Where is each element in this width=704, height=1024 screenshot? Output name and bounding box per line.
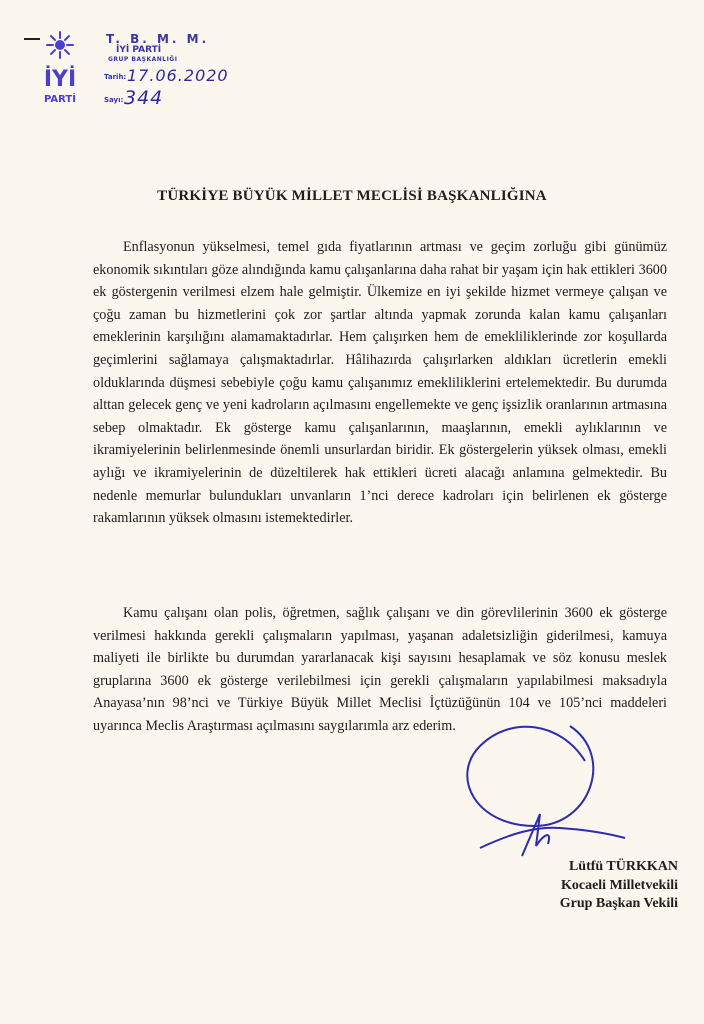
document-title: TÜRKİYE BÜYÜK MİLLET MECLİSİ BAŞKANLIĞINA <box>157 188 547 204</box>
party-logo <box>30 28 90 108</box>
date-value: 17.06.2020 <box>127 66 229 85</box>
paragraph-1: Enflasyonun yükselmesi, temel gıda fiyatlarının artması ve geçim zorluğu gibi günümüz ekonomik sıkıntıları göze alındığında kamu çalışanlarına daha rahat bir yaşam için hak ettikleri 3600 ek göstergenin verilmesi elzem hale gelmiştir. Ülkemize en iyi şekilde hizmet vermeye çalışan ve çoğu zaman bu hizmetlerini çok zor şartlar altında yapmak zorunda kalan kamu çalışanları emeklerinin karşılığını alamamaktadırlar. Hem çalışırken hem de emekliliklerinde zor koşullarda geçimlerini sağlamaya çalışmaktadırlar. Hâlihazırda çalışırlarken aldıkları ücretlerin emekli olduklarında düşmesi sebebiyle çoğu kamu çalışanımız emekliliklerini ertelemektedir. Bu durumda alttan gelecek genç ve yeni kadroların açılmasını engellemekte ve genç işsizlik oranlarının artmasına sebep olmaktadır. Ek gösterge kamu çalışanlarının, maaşlarının, emekli aylıklarının ve ikramiyelerinin belirlenmesinde önemli unsurlardan biridir. Ek göstergelerin yüksek olması, emekli aylığı ve ikramiyelerinin de düzeltilerek hak ettikleri ücreti alacağı anlamına gelmektedir. Bu nedenle memurlar bulundukları unvanların 1’nci derece kadroları için belirlenen ek gösterge rakamlarının yüksek olmasını istemektedirler. <box>93 239 667 527</box>
signatory-role: Grup Başkan Vekili <box>559 896 678 911</box>
stamp-title: T. B. M. M. <box>106 32 210 46</box>
date-label: Tarih: <box>104 73 127 81</box>
stamp-party: İYİ PARTİ <box>116 45 162 55</box>
svg-text:İYİ: İYİ <box>43 67 77 92</box>
svg-text:PARTİ: PARTİ <box>44 94 76 105</box>
stamp-group: GRUP BAŞKANLIĞI <box>108 56 178 63</box>
signature-block <box>560 858 678 914</box>
number-value: 344 <box>124 87 164 109</box>
number-label: Sayı: <box>104 96 124 104</box>
signatory-title: Kocaeli Milletvekili <box>560 877 678 893</box>
signature <box>440 706 630 866</box>
signatory-name: Lütfü TÜRKKAN <box>568 859 678 874</box>
paragraph-2: Kamu çalışanı olan polis, öğretmen, sağlık çalışanı ve din görevlilerinin 3600 ek gösterge verilmesi hakkında gerekli çalışmaların yapılması, yaşanan adaletsizliğin giderilmesi, kamuya maliyeti ile birlikte bu durumdan yararlanacak kişi sayısını hesaplamak ve söz konusu meslek gruplarına 3600 ek gösterge verilebilmesi için gerekli çalışmaların yapılabilmesi maksadıyla Anayasa’nın 98’nci ve Türkiye Büyük Millet Meclisi İçtüzüğünün 104 ve 105’nci maddeleri uyarınca Meclis Araştırması açılmasını saygılarımla arz ederim. <box>93 605 667 734</box>
